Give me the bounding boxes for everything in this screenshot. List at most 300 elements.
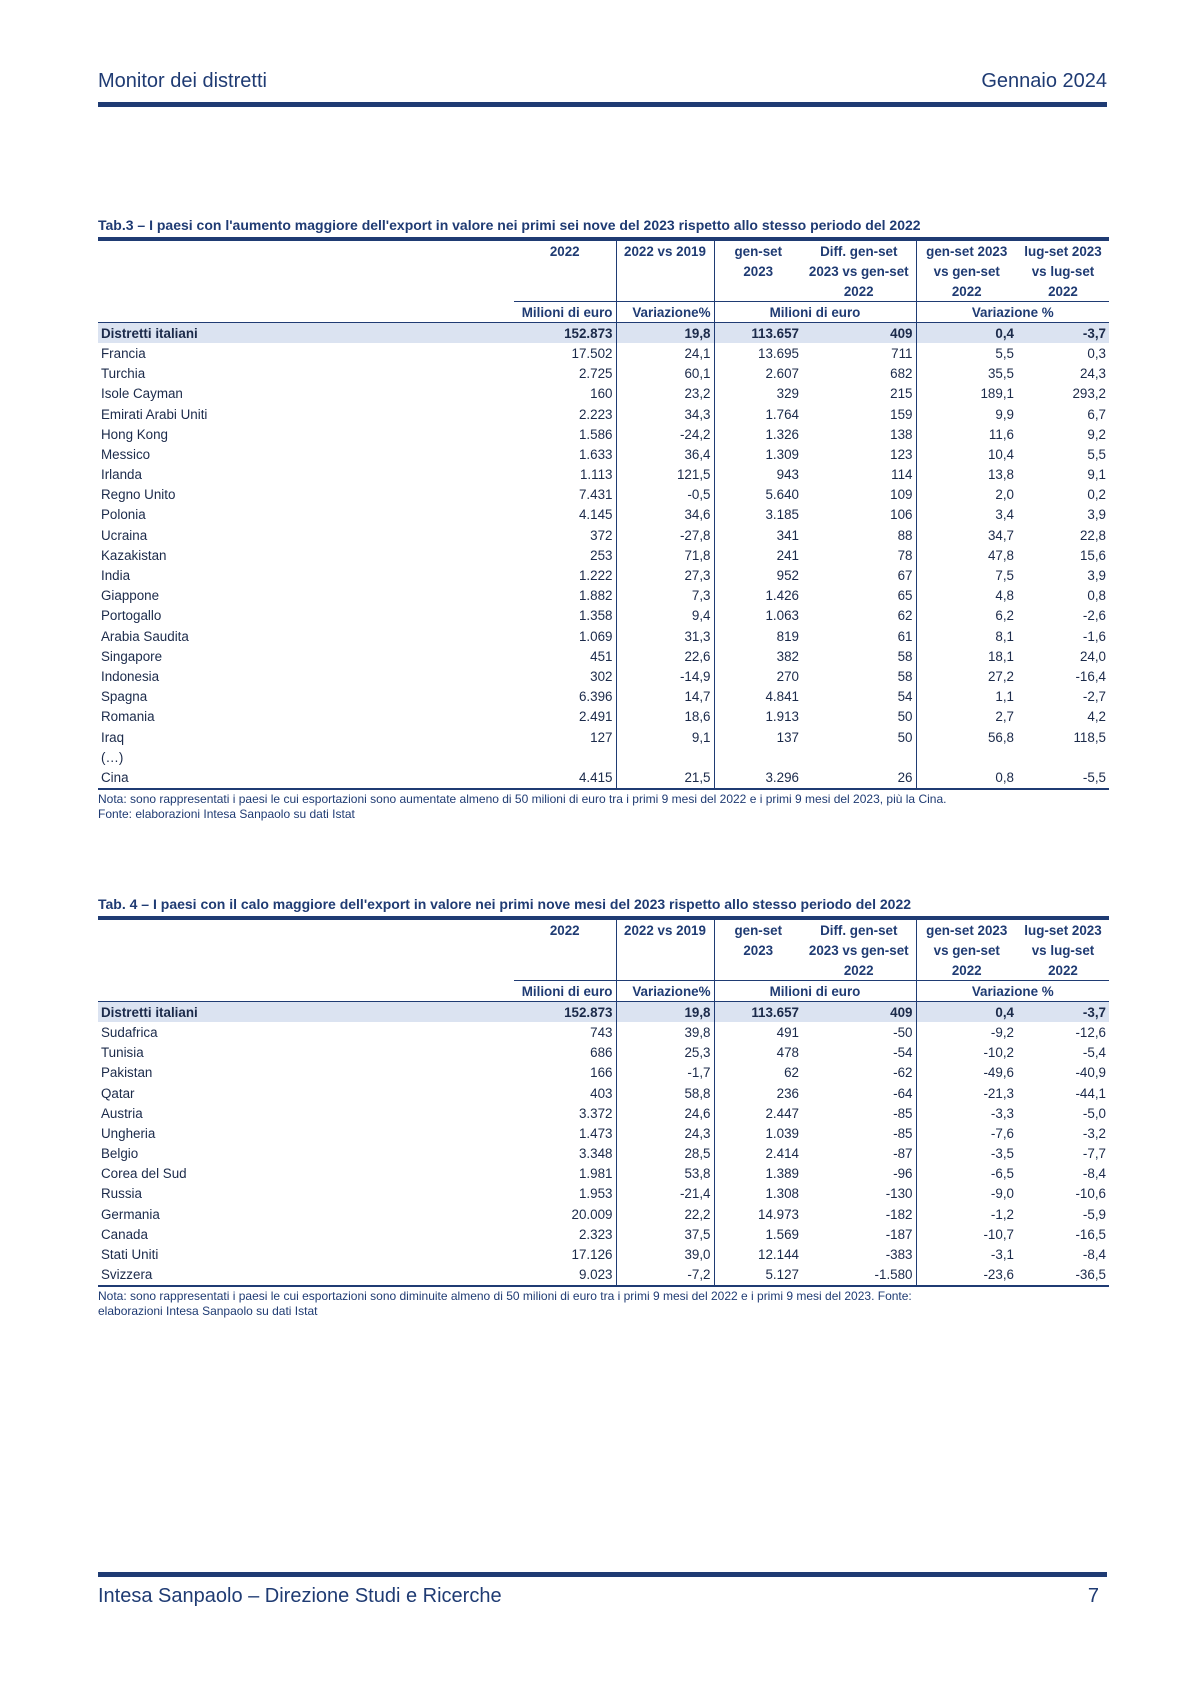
country-name: Ucraina (101, 527, 148, 543)
value-cell: 3.348 (514, 1144, 616, 1164)
value-cell: 4.841 (765, 689, 799, 705)
footer-publisher: Intesa Sanpaolo – Direzione Studi e Ricerche (98, 1585, 502, 1607)
value-cell: -1,7 (616, 1063, 714, 1083)
value-cell: 24,6 (616, 1103, 714, 1123)
table4-note: Nota: sono rappresentati i paesi le cui esportazioni sono diminuite almeno di 50 milioni di euro tra i primi 9 mesi del 2022 e i primi 9 mesi del 2023. Fonte: (98, 1288, 912, 1303)
value-cell: 19,8 (616, 323, 714, 344)
value-cell: -8,4 (1082, 1247, 1106, 1263)
country-name: Russia (101, 1186, 142, 1202)
value-cell: -1.580 (802, 1265, 916, 1286)
value-cell: 943 (776, 467, 799, 483)
country-name: Arabia Saudita (101, 628, 189, 644)
table-row (98, 525, 1109, 545)
footer-divider (98, 1572, 1107, 1577)
value-cell: -14,9 (616, 666, 714, 686)
value-cell: -10,6 (1075, 1186, 1106, 1202)
value-cell: 451 (514, 646, 616, 666)
value-cell: 189,1 (980, 386, 1014, 402)
table4-unit-milioni: Milioni di euro (514, 981, 616, 1002)
value-cell: 682 (802, 364, 916, 384)
value-cell: 1.069 (514, 626, 616, 646)
table-total-row (98, 1002, 1109, 1023)
table3-head-cell: 2023 (743, 263, 774, 279)
country-name: India (101, 568, 131, 584)
value-cell: 409 (802, 323, 916, 344)
value-cell: -7,7 (1082, 1146, 1106, 1162)
table4-head-cell (514, 940, 616, 960)
table-row (98, 545, 1109, 565)
value-cell: -3,1 (990, 1247, 1014, 1263)
value-cell: 65 (802, 586, 916, 606)
table4-col-var-lug-set: lug-set 2023 (1024, 922, 1102, 938)
table4-block (98, 896, 1109, 1319)
value-cell: 11,6 (988, 426, 1014, 442)
value-cell: 241 (776, 547, 799, 563)
country-name: Francia (101, 345, 146, 361)
value-cell: 113.657 (714, 1002, 802, 1023)
table-row (98, 1164, 1109, 1184)
value-cell: 127 (514, 727, 616, 747)
table4-head-row-1 (98, 920, 1109, 940)
value-cell: 35,5 (987, 366, 1014, 382)
value-cell: 1.586 (514, 424, 616, 444)
table-row (98, 1103, 1109, 1123)
value-cell: 1.473 (514, 1123, 616, 1143)
value-cell: 58 (802, 666, 916, 686)
value-cell: 1.326 (765, 426, 799, 442)
table4-body (98, 1002, 1109, 1286)
table-row (98, 1144, 1109, 1164)
country-name: Belgio (101, 1146, 139, 1162)
value-cell: 6.396 (514, 687, 616, 707)
value-cell: 686 (514, 1043, 616, 1063)
value-cell: -64 (802, 1083, 916, 1103)
value-cell: 13,8 (987, 467, 1014, 483)
country-name: Germania (101, 1206, 160, 1222)
country-name: Austria (101, 1105, 143, 1121)
value-cell: 1.882 (514, 586, 616, 606)
value-cell: 8,1 (995, 628, 1014, 644)
table-total-row (98, 323, 1109, 344)
value-cell: 71,8 (616, 545, 714, 565)
value-cell: 1.358 (514, 606, 616, 626)
value-cell: 9,1 (616, 727, 714, 747)
table-row (98, 1063, 1109, 1083)
value-cell: 53,8 (616, 1164, 714, 1184)
value-cell: 5.640 (765, 487, 799, 503)
value-cell: 61 (802, 626, 916, 646)
value-cell: -85 (802, 1123, 916, 1143)
table3-unit-milioni: Milioni di euro (514, 302, 616, 323)
value-cell: 7.431 (514, 485, 616, 505)
value-cell: 2.725 (514, 364, 616, 384)
value-cell: -5,0 (1082, 1105, 1106, 1121)
country-name: Iraq (101, 729, 125, 745)
country-name: Portogallo (101, 608, 162, 624)
value-cell: 113.657 (714, 323, 802, 344)
table4-col-gen-set: gen-set (734, 922, 783, 938)
table-row (98, 646, 1109, 666)
table-row (98, 727, 1109, 747)
value-cell: -3,3 (990, 1105, 1014, 1121)
value-cell: -6,5 (990, 1166, 1014, 1182)
table4-col-var-gen-set: gen-set 2023 (926, 922, 1008, 938)
value-cell: -21,3 (983, 1085, 1014, 1101)
value-cell: 3.372 (514, 1103, 616, 1123)
value-cell: 4,8 (995, 588, 1014, 604)
table4-unit-variazione-2: Variazione % (916, 981, 1109, 1002)
value-cell: 293,2 (1072, 386, 1106, 402)
value-cell: 403 (514, 1083, 616, 1103)
table3 (98, 241, 1109, 790)
value-cell (916, 747, 1017, 767)
table3-head-cell: 2022 (1048, 283, 1078, 299)
table4-head-cell (714, 960, 802, 981)
value-cell: 743 (514, 1022, 616, 1042)
value-cell: 18,1 (987, 648, 1014, 664)
value-cell: 1.222 (514, 565, 616, 585)
value-cell: -2,7 (1082, 689, 1106, 705)
country-name: Distretti italiani (98, 1002, 514, 1023)
country-name: Turchia (101, 366, 146, 382)
value-cell: 62 (802, 606, 916, 626)
table4-head-cell: 2022 (951, 962, 982, 978)
country-name: Tunisia (101, 1045, 144, 1061)
value-cell: 1.308 (765, 1186, 799, 1202)
value-cell: 409 (802, 1002, 916, 1023)
value-cell: 20.009 (514, 1204, 616, 1224)
value-cell: 58,8 (616, 1083, 714, 1103)
table3-head-cell (714, 281, 802, 302)
value-cell: 1.764 (765, 406, 799, 422)
value-cell (714, 747, 802, 767)
value-cell: 5.127 (714, 1265, 802, 1286)
table4-head-row-2 (98, 940, 1109, 960)
table-row (98, 343, 1109, 363)
value-cell: 109 (802, 485, 916, 505)
value-cell: 27,3 (616, 565, 714, 585)
value-cell: 54 (802, 687, 916, 707)
table4-head-cell (616, 960, 714, 981)
table4-col-2022: 2022 (514, 920, 616, 940)
country-name: Singapore (101, 648, 163, 664)
table3-title: Tab.3 – I paesi con l'aumento maggiore dell'export in valore nei primi sei nove del 2023 rispetto allo stesso periodo del 2022 (98, 217, 1109, 241)
value-cell: 6,7 (1087, 406, 1106, 422)
value-cell: 253 (514, 545, 616, 565)
table-row (98, 1083, 1109, 1103)
country-name: Irlanda (101, 467, 142, 483)
value-cell: 1.913 (765, 709, 799, 725)
table3-note: Nota: sono rappresentati i paesi le cui esportazioni sono aumentate almeno di 50 milioni di euro tra i primi 9 mesi del 2022 e i primi 9 mesi del 2023, più la Cina. (98, 791, 947, 806)
value-cell (802, 747, 916, 767)
country-name: Canada (101, 1226, 148, 1242)
table-row (98, 626, 1109, 646)
value-cell: 18,6 (616, 707, 714, 727)
value-cell: 34,6 (616, 505, 714, 525)
value-cell: 952 (776, 568, 799, 584)
table-row (98, 707, 1109, 727)
value-cell: 1.569 (765, 1226, 799, 1242)
value-cell: 15,6 (1079, 547, 1106, 563)
value-cell: -0,5 (616, 485, 714, 505)
value-cell: -27,8 (616, 525, 714, 545)
country-name: Distretti italiani (98, 323, 514, 344)
table3-head-cell (616, 261, 714, 281)
table3-head-cell: vs lug-set (1031, 263, 1095, 279)
value-cell: 14.973 (758, 1206, 799, 1222)
value-cell: 106 (802, 505, 916, 525)
table3-col-diff: Diff. gen-set (802, 241, 916, 261)
table4-head-cell: 2023 vs gen-set (802, 940, 916, 960)
table4-head-cell: vs lug-set (1031, 942, 1095, 958)
country-name: Emirati Arabi Uniti (101, 406, 208, 422)
value-cell: -3,2 (1082, 1125, 1106, 1141)
header-date: Gennaio 2024 (981, 70, 1107, 92)
value-cell: 78 (802, 545, 916, 565)
value-cell: 137 (776, 729, 799, 745)
value-cell: 3,9 (1087, 507, 1106, 523)
value-cell: 382 (776, 648, 799, 664)
value-cell: 118,5 (1073, 729, 1106, 745)
value-cell: 2.491 (514, 707, 616, 727)
table-row (98, 485, 1109, 505)
table-row (98, 1043, 1109, 1063)
table4-head-cell: 2022 (1048, 962, 1078, 978)
table-row (98, 1123, 1109, 1143)
value-cell: 9,2 (1087, 426, 1106, 442)
table-row (98, 1224, 1109, 1244)
country-name: Hong Kong (101, 426, 169, 442)
value-cell: 22,8 (1079, 527, 1106, 543)
value-cell: 138 (802, 424, 916, 444)
page-number: 7 (1087, 1585, 1099, 1607)
value-cell: 2,7 (995, 709, 1014, 725)
value-cell: -8,4 (1082, 1166, 1106, 1182)
value-cell: 50 (802, 727, 916, 747)
table-row (98, 586, 1109, 606)
value-cell: -16,4 (1075, 668, 1106, 684)
table4-head-cell (514, 960, 616, 981)
table4-head-cell: 2023 (743, 942, 774, 958)
table-row (98, 1022, 1109, 1042)
table-row (98, 505, 1109, 525)
value-cell: 50 (802, 707, 916, 727)
table4 (98, 920, 1109, 1287)
table3-head-cell: 2022 (951, 283, 982, 299)
country-name: Kazakistan (101, 547, 167, 563)
value-cell: -182 (802, 1204, 916, 1224)
value-cell: 9,9 (995, 406, 1014, 422)
value-cell: 19,8 (616, 1002, 714, 1023)
country-name: Polonia (101, 507, 146, 523)
value-cell: 36,4 (616, 444, 714, 464)
table3-head-cell (616, 281, 714, 302)
table3-head-cell: vs gen-set (933, 263, 1000, 279)
value-cell: 819 (776, 628, 799, 644)
value-cell: -96 (802, 1164, 916, 1184)
value-cell: 22,6 (616, 646, 714, 666)
value-cell: 28,5 (616, 1144, 714, 1164)
value-cell: -3,7 (1017, 323, 1109, 344)
value-cell: 329 (776, 386, 799, 402)
value-cell: -50 (802, 1022, 916, 1042)
value-cell: 2.414 (765, 1146, 799, 1162)
value-cell: 0,4 (916, 1002, 1017, 1023)
value-cell: 60,1 (616, 364, 714, 384)
table-row (98, 444, 1109, 464)
value-cell: 270 (776, 668, 799, 684)
value-cell (514, 747, 616, 767)
table-row (98, 1184, 1109, 1204)
value-cell: 121,5 (616, 465, 714, 485)
table4-col-2022-vs-2019: 2022 vs 2019 (616, 920, 714, 940)
value-cell: -130 (802, 1184, 916, 1204)
table3-head-row-3 (98, 281, 1109, 302)
value-cell: 5,5 (995, 345, 1014, 361)
country-name: Corea del Sud (101, 1166, 187, 1182)
value-cell: -49,6 (983, 1065, 1014, 1081)
value-cell: 26 (802, 767, 916, 788)
country-name: Indonesia (101, 668, 160, 684)
value-cell: 37,5 (616, 1224, 714, 1244)
table4-units-row (98, 981, 1109, 1002)
value-cell: -383 (802, 1244, 916, 1264)
value-cell: 1.981 (514, 1164, 616, 1184)
table3-head-cell (514, 261, 616, 281)
table3-head-cell: 2022 (802, 281, 916, 302)
table3-col-2022: 2022 (514, 241, 616, 261)
value-cell: -1,6 (1082, 628, 1106, 644)
table3-unit-variazione-2: Variazione % (916, 302, 1109, 323)
table-row (98, 424, 1109, 444)
value-cell: 62 (784, 1065, 799, 1081)
value-cell: 22,2 (616, 1204, 714, 1224)
value-cell: 478 (776, 1045, 799, 1061)
value-cell: -3,7 (1017, 1002, 1109, 1023)
value-cell: 1.039 (765, 1125, 799, 1141)
value-cell: 24,3 (1079, 366, 1106, 382)
value-cell: -23,6 (916, 1265, 1017, 1286)
value-cell: 17.126 (514, 1244, 616, 1264)
value-cell: -10,2 (983, 1045, 1014, 1061)
table-row (98, 1204, 1109, 1224)
value-cell: -9,2 (990, 1024, 1014, 1040)
value-cell: 88 (802, 525, 916, 545)
table-row (98, 1244, 1109, 1264)
value-cell: 1.113 (514, 465, 616, 485)
table4-head-cell: 2022 (802, 960, 916, 981)
value-cell: 3,4 (995, 507, 1014, 523)
country-name: Giappone (101, 588, 160, 604)
table3-body (98, 323, 1109, 789)
table-row (98, 666, 1109, 686)
value-cell: 9.023 (514, 1265, 616, 1286)
value-cell: 17.502 (514, 343, 616, 363)
value-cell: 34,3 (616, 404, 714, 424)
value-cell: 24,1 (616, 343, 714, 363)
value-cell: 9,4 (616, 606, 714, 626)
table4-head-cell: vs gen-set (933, 942, 1000, 958)
value-cell: 152.873 (514, 1002, 616, 1023)
table-row (98, 747, 1109, 767)
value-cell: -3,5 (990, 1146, 1014, 1162)
value-cell: 39,0 (616, 1244, 714, 1264)
value-cell: 114 (802, 465, 916, 485)
value-cell: -24,2 (616, 424, 714, 444)
value-cell: 2.223 (514, 404, 616, 424)
value-cell: -7,2 (616, 1265, 714, 1286)
value-cell: 3.296 (714, 767, 802, 788)
table3-units-row (98, 302, 1109, 323)
table3-head-row-1 (98, 241, 1109, 261)
value-cell: 0,8 (1087, 588, 1106, 604)
table4-head-cell (616, 940, 714, 960)
value-cell: 7,5 (995, 568, 1014, 584)
table4-unit-milioni-2: Milioni di euro (714, 981, 916, 1002)
value-cell: 1.389 (765, 1166, 799, 1182)
table3-col-2022-vs-2019: 2022 vs 2019 (616, 241, 714, 261)
table-row (98, 384, 1109, 404)
country-name: Svizzera (98, 1265, 514, 1286)
value-cell: 372 (514, 525, 616, 545)
table3-col-gen-set: gen-set (734, 243, 783, 259)
value-cell: -5,9 (1082, 1206, 1106, 1222)
value-cell: 123 (802, 444, 916, 464)
value-cell: 0,4 (916, 323, 1017, 344)
country-name: Isole Cayman (101, 386, 183, 402)
value-cell: 6,2 (995, 608, 1014, 624)
value-cell: 2.323 (514, 1224, 616, 1244)
value-cell: -62 (802, 1063, 916, 1083)
value-cell: 2.607 (765, 366, 799, 382)
value-cell: -36,5 (1017, 1265, 1109, 1286)
table4-head-row-3 (98, 960, 1109, 981)
value-cell: 10,4 (987, 446, 1014, 462)
country-name: Pakistan (101, 1065, 153, 1081)
table4-col-diff: Diff. gen-set (802, 920, 916, 940)
value-cell (1017, 747, 1109, 767)
table-row (98, 565, 1109, 585)
value-cell: 14,7 (616, 687, 714, 707)
table4-title: Tab. 4 – I paesi con il calo maggiore dell'export in valore nei primi nove mesi del 2023 rispetto allo stesso periodo del 2022 (98, 896, 1109, 920)
value-cell: 491 (776, 1024, 799, 1040)
value-cell: 9,1 (1087, 467, 1106, 483)
value-cell: 1.953 (514, 1184, 616, 1204)
value-cell: 341 (776, 527, 799, 543)
value-cell: -5,4 (1082, 1045, 1106, 1061)
value-cell: 27,2 (987, 668, 1014, 684)
value-cell: 711 (802, 343, 916, 363)
value-cell: -16,5 (1075, 1226, 1106, 1242)
value-cell: -1,2 (990, 1206, 1014, 1222)
value-cell: 215 (802, 384, 916, 404)
table-row (98, 1265, 1109, 1286)
value-cell: 39,8 (616, 1022, 714, 1042)
value-cell: 23,2 (616, 384, 714, 404)
value-cell: -87 (802, 1144, 916, 1164)
table3-unit-variazione: Variazione% (616, 302, 714, 323)
value-cell: 166 (514, 1063, 616, 1083)
value-cell: 3.185 (765, 507, 799, 523)
value-cell: 4.145 (514, 505, 616, 525)
country-name: Stati Uniti (101, 1247, 159, 1263)
value-cell: -2,6 (1082, 608, 1106, 624)
country-name: Spagna (101, 689, 148, 705)
value-cell: 0,2 (1087, 487, 1106, 503)
value-cell (616, 747, 714, 767)
value-cell: 24,3 (616, 1123, 714, 1143)
table-row (98, 767, 1109, 788)
